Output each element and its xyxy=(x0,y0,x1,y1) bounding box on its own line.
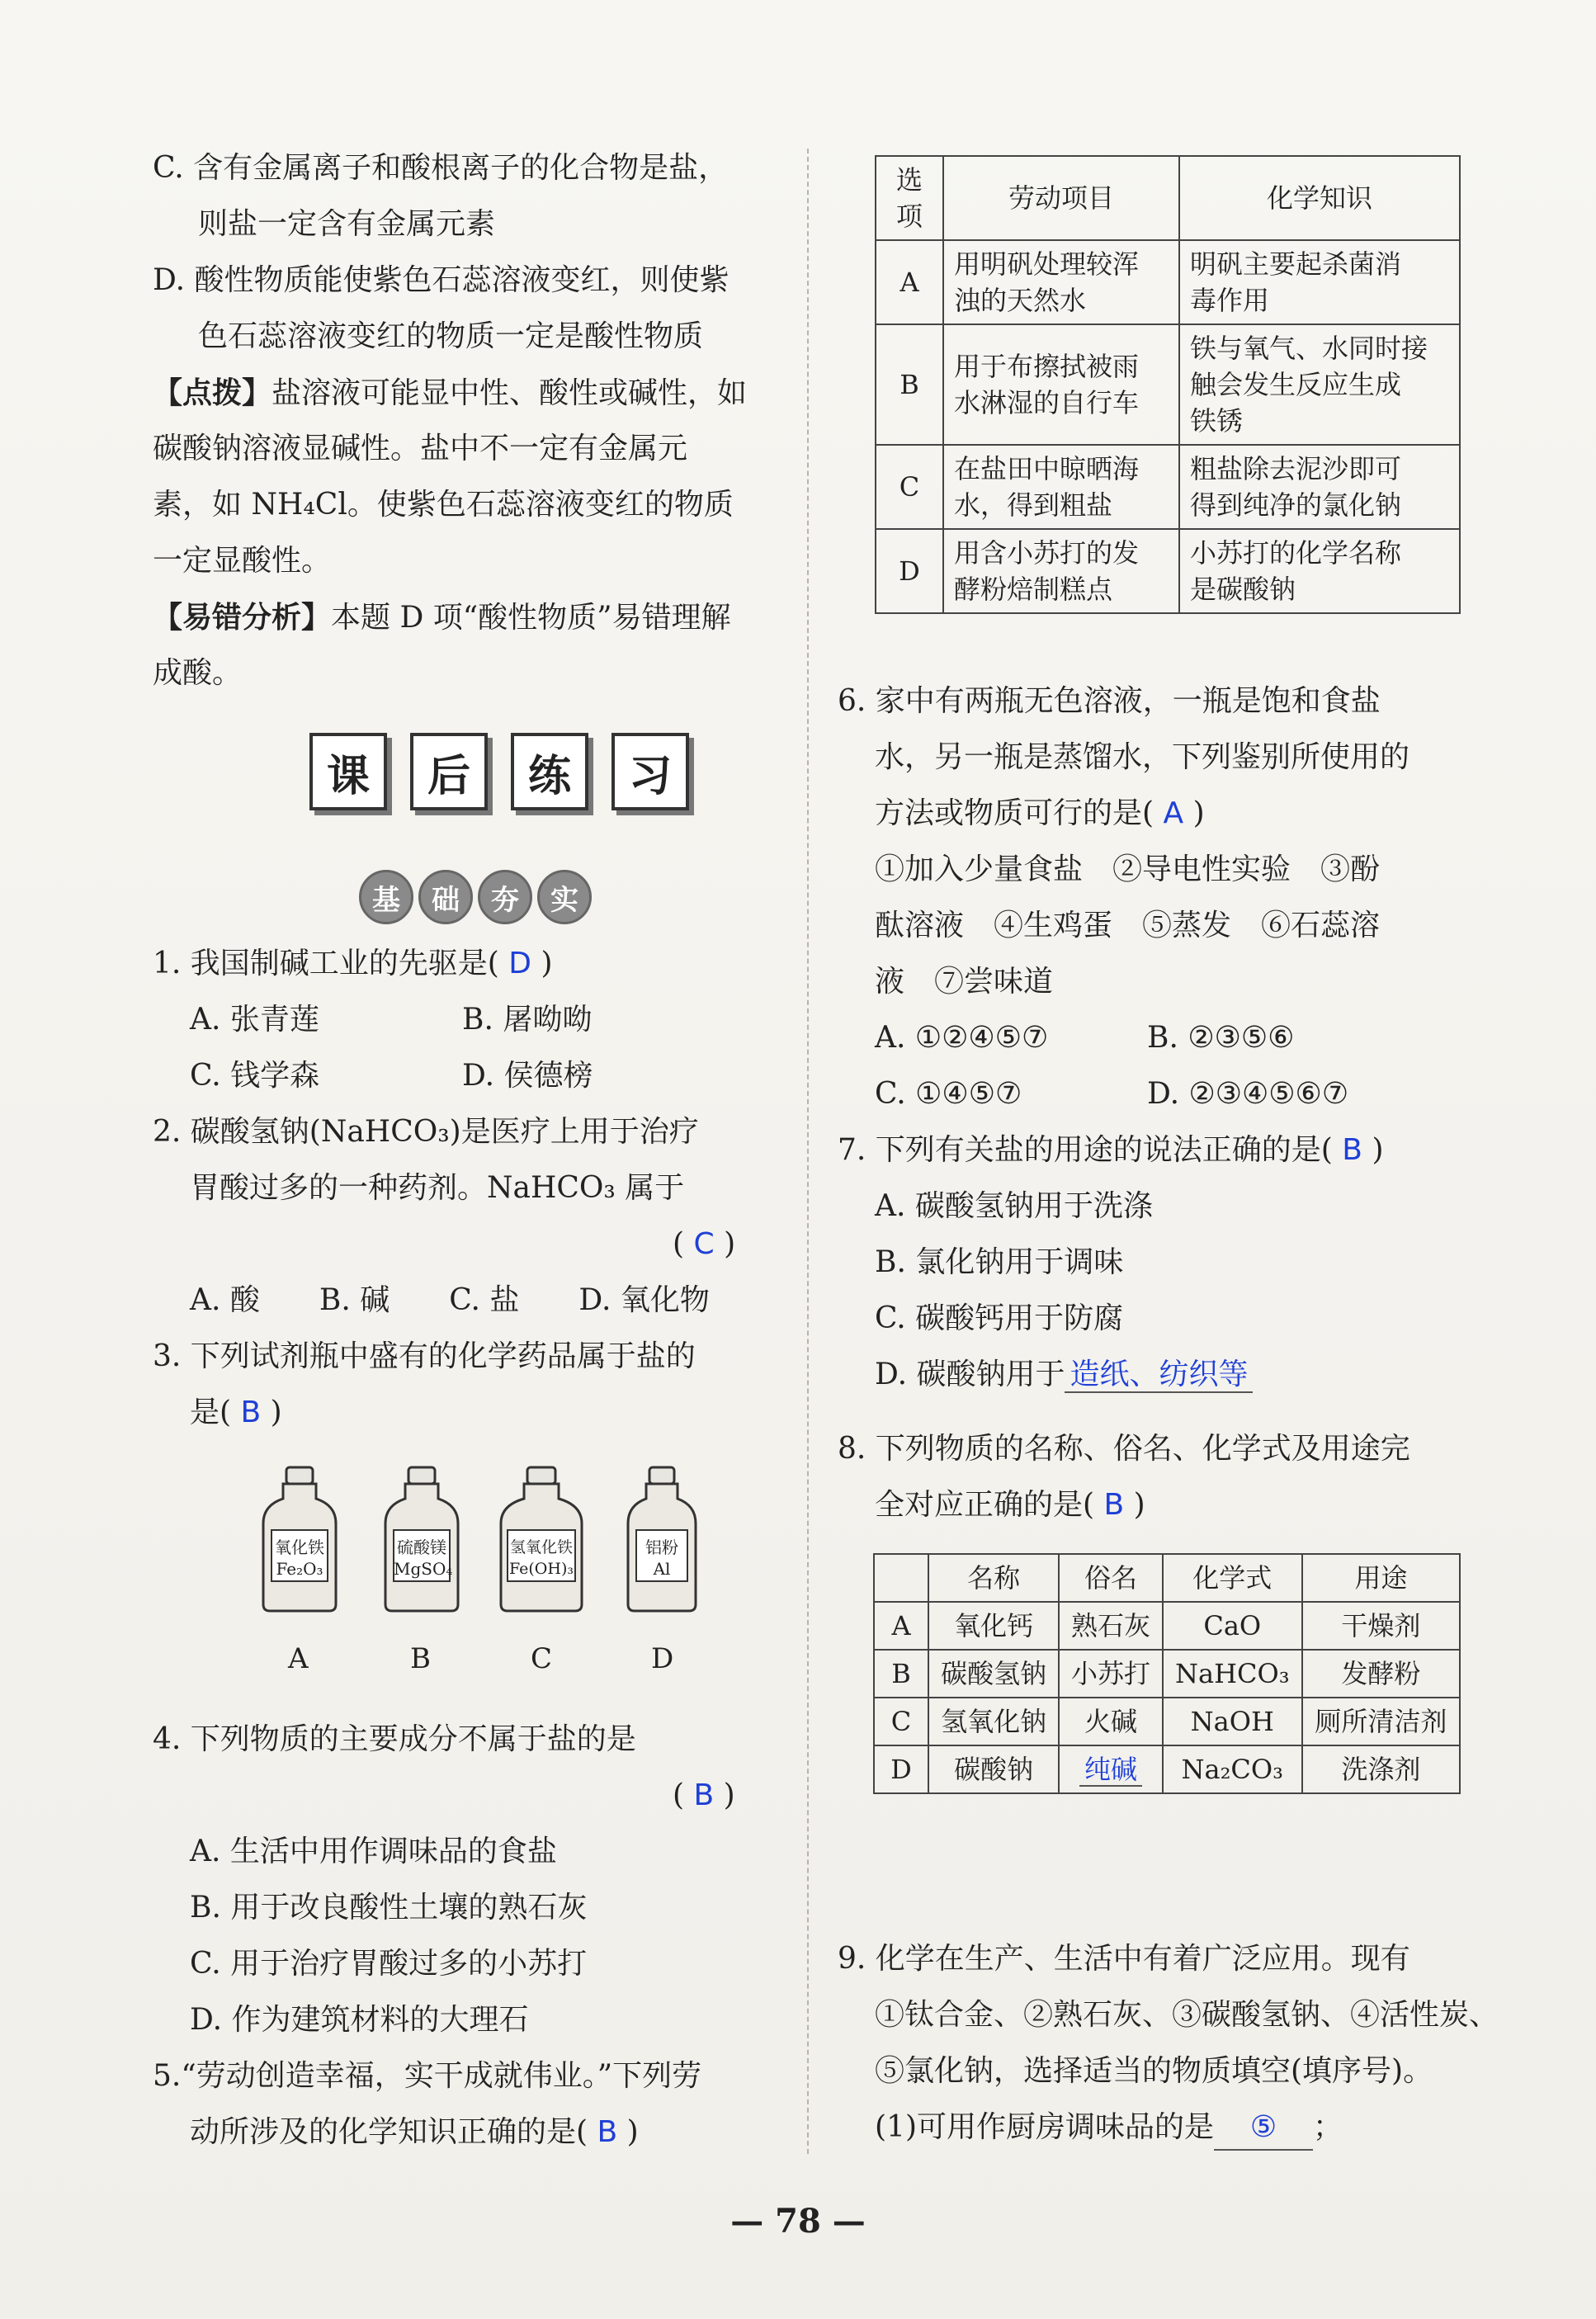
table-cell-knowledge xyxy=(1179,445,1460,529)
table-cell: 碳酸钠 xyxy=(928,1745,1059,1793)
bottle-b-name: 硫酸镁 xyxy=(397,1537,446,1557)
table-header-row xyxy=(874,1554,1460,1602)
option-d-line2: 色石蕊溶液变红的物质一定是酸性物质 xyxy=(198,319,704,353)
table-cell xyxy=(1059,1745,1162,1793)
question-2-line2: 胃酸过多的一种药剂。NaHCO₃ 属于 xyxy=(190,1171,685,1205)
q1-option-a: A. 张青莲 xyxy=(190,1003,319,1037)
tip-line3: 素，如 NH₄Cl。使紫色石蕊溶液变红的物质 xyxy=(153,488,734,522)
bottle-c-formula: Fe(OH)₃ xyxy=(509,1560,574,1578)
question-4: 4. 下列物质的主要成分不属于盐的是 xyxy=(153,1722,636,1756)
table-cell: 氧化钙 xyxy=(928,1602,1059,1650)
bottle-d-letter: D xyxy=(651,1642,674,1675)
question-3-line1: 3. 下列试剂瓶中盛有的化学药品属于盐的 xyxy=(153,1339,696,1373)
bottle-a-name: 氧化铁 xyxy=(275,1537,324,1557)
table-cell: B xyxy=(874,1650,928,1698)
bottle-b-label xyxy=(394,1537,453,1580)
question-6-line1: 6. 家中有两瓶无色溶液，一瓶是饱和食盐 xyxy=(838,684,1381,718)
bottle-a-label xyxy=(272,1537,328,1580)
tip-line4: 一定显酸性。 xyxy=(153,544,332,578)
error-tag: 【易错分析】 xyxy=(153,600,332,635)
question-8-line1: 8. 下列物质的名称、俗名、化学式及用途完 xyxy=(838,1432,1410,1466)
bottle-a-formula: Fe₂O₃ xyxy=(276,1559,323,1579)
q6-option-c: C. ①④⑤⑦ xyxy=(875,1077,1022,1111)
bottle-c-name: 氢氧化铁 xyxy=(509,1538,573,1556)
table-cell-task xyxy=(943,240,1179,324)
question-8-answer: B xyxy=(1103,1488,1125,1522)
question-5-answer: B xyxy=(597,2115,618,2149)
table-cell-option: D xyxy=(876,529,943,613)
table-cell: A xyxy=(874,1602,928,1650)
table-cell: NaOH xyxy=(1163,1698,1302,1745)
question-1: 1. 我国制碱工业的先驱是( D ) xyxy=(153,947,553,980)
table-cell: 小苏打 xyxy=(1059,1650,1162,1698)
question-9-part1 xyxy=(875,2106,1343,2151)
banner-char: 练 xyxy=(511,733,588,810)
bottle-d-name: 铝粉 xyxy=(645,1537,678,1557)
option-d-line1: D. 酸性物质能使紫色石蕊溶液变红，则使紫 xyxy=(153,263,730,297)
table-header-cell: 用途 xyxy=(1302,1554,1460,1602)
table-cell-task xyxy=(943,445,1179,529)
bottle-b-formula: MgSO₄ xyxy=(394,1559,453,1579)
table-header-cell: 化学知识 xyxy=(1179,156,1460,240)
q7-option-d-answer: 造纸、纺织等 xyxy=(1065,1358,1253,1393)
bottle-b-letter: B xyxy=(410,1642,431,1675)
error-line2: 成酸。 xyxy=(153,656,243,690)
table-cell: 洗涤剂 xyxy=(1302,1745,1460,1793)
table-row xyxy=(876,445,1460,529)
cell-line: 得到纯净的氯化钠 xyxy=(1190,489,1402,521)
table-cell-option: C xyxy=(876,445,943,529)
cell-line: 水，得到粗盐 xyxy=(954,489,1113,521)
question-6-stem: 方法或物质可行的是( xyxy=(875,796,1155,830)
question-7: 7. 下列有关盐的用途的说法正确的是( B ) xyxy=(838,1133,1384,1167)
sub-banner xyxy=(359,870,592,924)
question-4-paren: ( B ) xyxy=(673,1778,735,1812)
cell-line: 用含小苏打的发 xyxy=(954,537,1140,569)
q4-option-b: B. 用于改良酸性土壤的熟石灰 xyxy=(190,1891,588,1925)
cell-line: 浊的天然水 xyxy=(954,285,1087,316)
bottle-c-letter: C xyxy=(531,1642,553,1675)
q1-option-d: D. 侯德榜 xyxy=(462,1059,593,1093)
q7-option-d xyxy=(875,1353,1253,1396)
bottle-a-letter: A xyxy=(288,1642,309,1675)
handwritten-answer: 纯碱 xyxy=(1079,1754,1142,1787)
table-header-cell: 劳动项目 xyxy=(943,156,1179,240)
banner-char: 习 xyxy=(611,733,689,810)
cell-line: 是碳酸钠 xyxy=(1190,574,1296,605)
table-cell: 碳酸氢钠 xyxy=(928,1650,1059,1698)
question-8-line2: 全对应正确的是( B ) xyxy=(875,1488,1145,1522)
sub-banner-char: 实 xyxy=(537,870,592,924)
tip-text1: 盐溶液可能显中性、酸性或碱性，如 xyxy=(272,376,748,410)
cell-line: 用明矾处理较浑 xyxy=(954,248,1140,280)
section-banner xyxy=(309,733,689,810)
question-8-stem: 全对应正确的是( xyxy=(875,1488,1095,1522)
table-row xyxy=(876,324,1460,445)
q6-option-b: B. ②③⑤⑥ xyxy=(1147,1021,1295,1055)
q1-option-b: B. 屠呦呦 xyxy=(462,1003,593,1037)
table-cell: C xyxy=(874,1698,928,1745)
sub-banner-char: 础 xyxy=(418,870,473,924)
cell-line: 粗盐除去泥沙即可 xyxy=(1190,453,1402,484)
q1-option-c: C. 钱学森 xyxy=(190,1059,320,1093)
q7-option-c: C. 碳酸钙用于防腐 xyxy=(875,1301,1124,1335)
labor-knowledge-table xyxy=(875,155,1461,614)
table-header-cell: 名称 xyxy=(928,1554,1059,1602)
table-cell-knowledge xyxy=(1179,324,1460,445)
question-7-stem: 7. 下列有关盐的用途的说法正确的是( xyxy=(838,1133,1333,1167)
cell-line: 明矾主要起杀菌消 xyxy=(1190,248,1402,280)
option-c-line2: 则盐一定含有金属元素 xyxy=(198,207,496,241)
q6-option-a: A. ①②④⑤⑦ xyxy=(875,1021,1049,1055)
page-number: — 78 — xyxy=(730,2202,866,2241)
question-6-line6: 液 ⑦尝味道 xyxy=(875,965,1054,999)
question-6-answer: A xyxy=(1163,796,1184,830)
table-cell-task xyxy=(943,324,1179,445)
banner-char: 后 xyxy=(410,733,488,810)
question-9-line1: 9. 化学在生产、生活中有着广泛应用。现有 xyxy=(838,1942,1410,1976)
table-cell: 氢氧化钠 xyxy=(928,1698,1059,1745)
cell-line: 小苏打的化学名称 xyxy=(1190,537,1402,569)
bottle-c-label xyxy=(508,1537,575,1580)
column-divider xyxy=(807,149,809,2154)
q7-option-d-text: D. 碳酸钠用于 xyxy=(875,1358,1065,1391)
cell-line: 触会发生反应生成 xyxy=(1190,369,1402,400)
table-cell: NaHCO₃ xyxy=(1163,1650,1302,1698)
q4-option-c: C. 用于治疗胃酸过多的小苏打 xyxy=(190,1947,588,1981)
question-4-answer: B xyxy=(693,1778,715,1812)
q2-options: A. 酸 B. 碱 C. 盐 D. 氧化物 xyxy=(190,1283,710,1317)
table-cell-option: A xyxy=(876,240,943,324)
cell-line: 酵粉焙制糕点 xyxy=(954,574,1113,605)
table-cell-task xyxy=(943,529,1179,613)
table-header-cell xyxy=(874,1554,928,1602)
table-header-row xyxy=(876,156,1460,240)
question-2-paren: ( C ) xyxy=(673,1227,736,1261)
cell-line: 在盐田中晾晒海 xyxy=(954,453,1140,484)
question-6-line4: ①加入少量食盐 ②导电性实验 ③酚 xyxy=(875,853,1381,886)
cell-line: 水淋湿的自行车 xyxy=(954,387,1140,418)
table-cell: 发酵粉 xyxy=(1302,1650,1460,1698)
question-1-answer: D xyxy=(508,947,532,980)
bottle-d-formula: Al xyxy=(653,1559,671,1579)
question-5-stem: 动所涉及的化学知识正确的是( xyxy=(190,2115,588,2149)
error-text1: 本题 D 项“酸性物质”易错理解 xyxy=(331,601,731,635)
table-cell-option: B xyxy=(876,324,943,445)
q4-option-a: A. 生活中用作调味品的食盐 xyxy=(190,1835,557,1868)
table-cell: 熟石灰 xyxy=(1059,1602,1162,1650)
table-cell-knowledge xyxy=(1179,529,1460,613)
question-2-answer: C xyxy=(693,1227,715,1261)
cell-line: 铁与氧气、水同时接 xyxy=(1190,333,1428,364)
table-cell: Na₂CO₃ xyxy=(1163,1745,1302,1793)
table-row xyxy=(876,240,1460,324)
table-row xyxy=(874,1698,1460,1745)
question-5-line2: 动所涉及的化学知识正确的是( B ) xyxy=(190,2115,639,2149)
q4-option-d: D. 作为建筑材料的大理石 xyxy=(190,2003,529,2037)
cell-line: 铁锈 xyxy=(1190,405,1244,437)
table-cell-knowledge xyxy=(1179,240,1460,324)
table-cell: 火碱 xyxy=(1059,1698,1162,1745)
q6-option-d: D. ②③④⑤⑥⑦ xyxy=(1147,1077,1349,1111)
sub-banner-char: 夯 xyxy=(478,870,532,924)
table-header-cell: 化学式 xyxy=(1163,1554,1302,1602)
sub-banner-char: 基 xyxy=(359,870,413,924)
question-3-line2: 是( B ) xyxy=(190,1396,282,1429)
question-3-stem: 是( xyxy=(190,1396,232,1429)
question-2-line1: 2. 碳酸氢钠(NaHCO₃)是医疗上用于治疗 xyxy=(153,1115,699,1149)
question-5-line1: 5.“劳动创造幸福，实干成就伟业。”下列劳 xyxy=(153,2059,702,2093)
question-9-line3: ⑤氯化钠，选择适当的物质填空(填序号)。 xyxy=(875,2054,1433,2088)
tip-line1 xyxy=(153,371,747,415)
question-9-part1-answer: ⑤ xyxy=(1214,2106,1313,2151)
question-7-answer: B xyxy=(1342,1133,1362,1167)
question-6-line2: 水，另一瓶是蒸馏水，下列鉴别所使用的 xyxy=(875,740,1410,774)
table-header-cell: 俗名 xyxy=(1059,1554,1162,1602)
table-row xyxy=(874,1745,1460,1793)
question-9-part1-stem: (1)可用作厨房调味品的是 xyxy=(875,2110,1214,2144)
tip-tag: 【点拨】 xyxy=(153,375,272,410)
cell-line: 用于布擦拭被雨 xyxy=(954,351,1140,382)
bottle-d-label xyxy=(636,1537,687,1580)
question-9-part1-end: ； xyxy=(1313,2110,1343,2144)
table-row xyxy=(874,1650,1460,1698)
banner-char: 课 xyxy=(309,733,387,810)
substance-table xyxy=(873,1553,1461,1794)
table-row xyxy=(876,529,1460,613)
question-1-stem: 1. 我国制碱工业的先驱是( xyxy=(153,947,499,980)
table-cell: 厕所清洁剂 xyxy=(1302,1698,1460,1745)
question-9-line2: ①钛合金、②熟石灰、③碳酸氢钠、④活性炭、 xyxy=(875,1998,1499,2032)
question-3-answer: B xyxy=(240,1396,262,1429)
q7-option-a: A. 碳酸氢钠用于洗涤 xyxy=(875,1189,1153,1223)
option-c-line1: C. 含有金属离子和酸根离子的化合物是盐， xyxy=(153,151,729,185)
table-header-cell: 选项 xyxy=(876,156,943,240)
cell-line: 毒作用 xyxy=(1190,285,1270,316)
error-line1 xyxy=(153,596,731,640)
table-cell: 干燥剂 xyxy=(1302,1602,1460,1650)
tip-line2: 碳酸钠溶液显碱性。盐中不一定有金属元 xyxy=(153,432,688,465)
question-6-line5: 酞溶液 ④生鸡蛋 ⑤蒸发 ⑥石蕊溶 xyxy=(875,909,1381,942)
table-row xyxy=(874,1602,1460,1650)
table-cell: D xyxy=(874,1745,928,1793)
question-6-line3: 方法或物质可行的是( A ) xyxy=(875,796,1205,830)
q7-option-b: B. 氯化钠用于调味 xyxy=(875,1245,1124,1279)
table-cell: CaO xyxy=(1163,1602,1302,1650)
